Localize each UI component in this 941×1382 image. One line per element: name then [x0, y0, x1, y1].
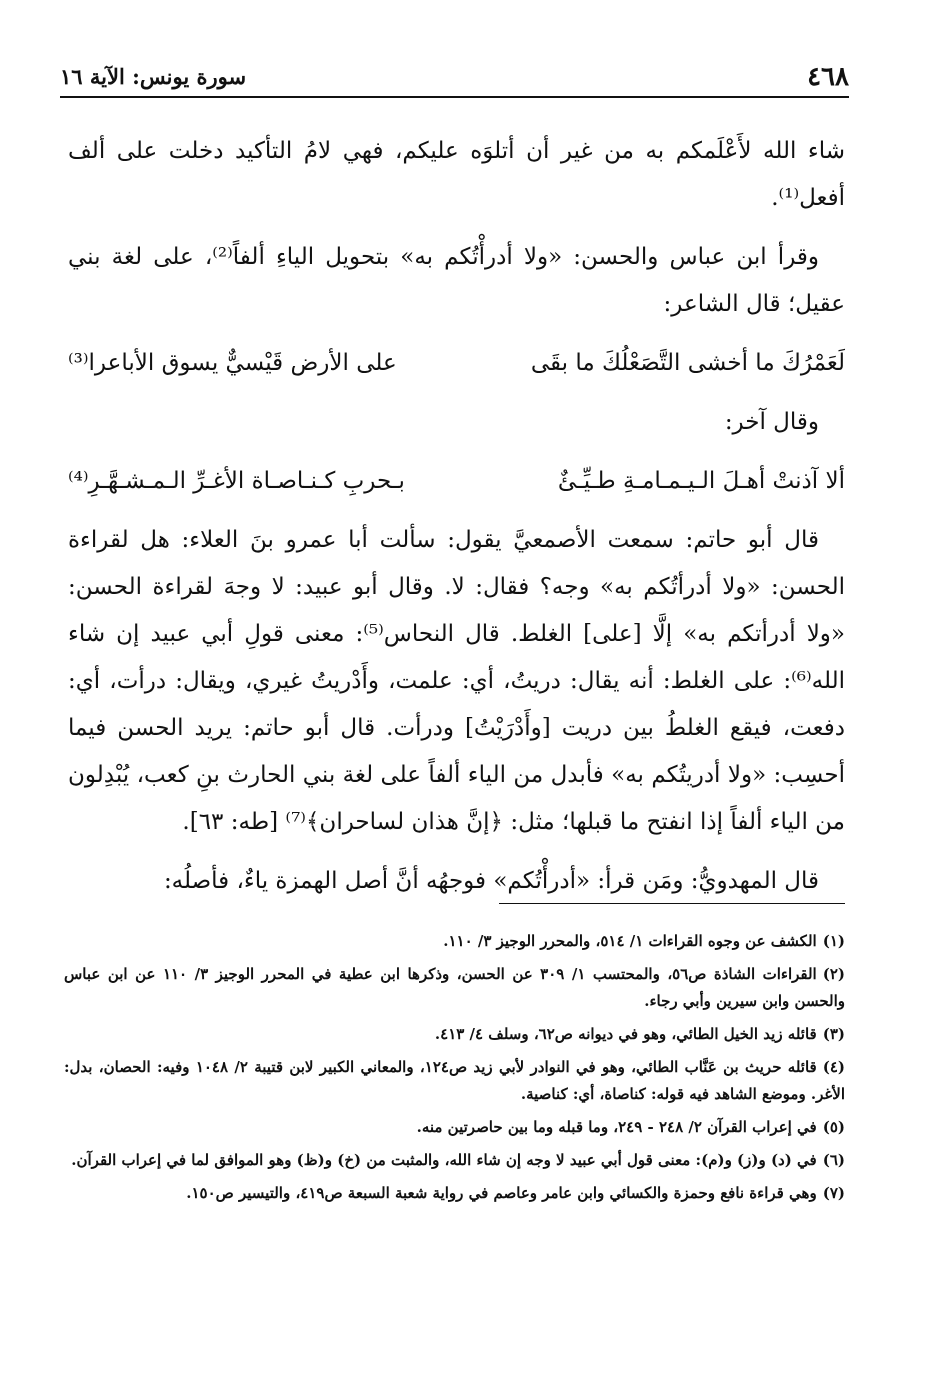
verse-2 — [68, 458, 845, 505]
footnote-number: (٥) — [822, 1118, 845, 1136]
paragraph-2: وقرأ ابن عباس والحسن: «ولا أدرأْتُكم به» بتحويل الياءِ ألفاً⁽²⁾، على لغة بني عقيل؛ قال الشاعر: — [68, 244, 845, 317]
paragraph-5: قال المهدويُّ: ومَن قرأ: «أدرأْتُكم» فوجهُه أنَّ أصل الهمزة ياءٌ، فأصلُه: — [163, 868, 819, 894]
footnote — [64, 1180, 845, 1207]
verse-1-first-hemistich: لَعَمْرُكَ ما أخشى التَّصَعْلُكَ ما بقَى — [530, 350, 845, 376]
footnote-number: (٣) — [822, 1025, 845, 1043]
footnote-text: قائله حريث بن عَنَّاب الطائي، وهو في النوادر لأبي زيد ص١٢٤، والمعاني الكبير لابن قتيبة ٢/ ١٠٤٨ وفيه: الحصان، بدل: الأغر. وموضع الشاهد فيه قوله: كناصاة، أي: كناصية. — [64, 1058, 845, 1103]
main-text — [68, 128, 845, 917]
verse-2-first-hemistich: ألا آذنتْ أهـلَ الـيـمـامـةِ طـيِّـئٌ — [557, 468, 845, 494]
footnote — [64, 1147, 845, 1174]
footnote — [64, 1054, 845, 1108]
page-number: ٤٦٨ — [807, 62, 849, 92]
footnote-text: الكشف عن وجوه القراءات ١/ ٥١٤، والمحرر الوجيز ٣/ ١١٠. — [443, 932, 817, 950]
footnote-separator — [499, 903, 845, 904]
footnote-number: (٤) — [822, 1058, 845, 1076]
paragraph-1: شاء الله لأَعْلَمكم به من غير أن أتلوَه عليكم، فهي لامُ التأكيد دخلت على ألف أفعل⁽¹⁾. — [68, 138, 845, 211]
footnote — [64, 1114, 845, 1141]
footnote — [64, 928, 845, 955]
footnotes — [64, 928, 845, 1213]
footnote-text: في إعراب القرآن ٢/ ٢٤٨ - ٢٤٩، وما قبله وما بين حاصرتين منه. — [416, 1118, 817, 1136]
footnote-text: قائله زيد الخيل الطائي، وهو في ديوانه ص٦٢، وسلف ٤/ ٤١٣. — [434, 1025, 817, 1043]
footnote-number: (٦) — [822, 1151, 845, 1169]
page-header — [60, 56, 849, 98]
surah-title: سورة يونس: الآية ١٦ — [60, 64, 247, 89]
paragraph-3: وقال آخر: — [724, 409, 819, 435]
verse-2-second-hemistich: بـحربِ كـنـاصـاة الأغـرِّ الـمـشـهَّـرِ⁽⁴⁾ — [68, 468, 405, 494]
footnote-text: القراءات الشاذة ص٥٦، والمحتسب ١/ ٣٠٩ عن الحسن، وذكرها ابن عطية في المحرر الوجيز ٣/ ١١٠ عن ابن عباس والحسن وابن سيرين وأبي رجاء. — [64, 965, 845, 1010]
footnote-number: (٢) — [822, 965, 846, 983]
footnote-number: (٧) — [822, 1184, 845, 1202]
footnote-text: في (د) و(ز) و(م): معنى قول أبي عبيد لا وجه إن شاء الله، والمثبت من (خ) و(ظ) وهو الموافق لما في إعراب القرآن. — [71, 1151, 817, 1169]
verse-1 — [68, 340, 845, 387]
footnote-text: وهي قراءة نافع وحمزة والكسائي وابن عامر وعاصم في رواية شعبة السبعة ص٤١٩، والتيسير ص١٥٠. — [186, 1184, 817, 1202]
verse-1-second-hemistich: على الأرض قَيْسيٌّ يسوق الأباعرا⁽³⁾ — [68, 350, 397, 376]
footnote-number: (١) — [822, 932, 845, 950]
footnote — [64, 961, 845, 1015]
footnote — [64, 1021, 845, 1048]
paragraph-4: قال أبو حاتم: سمعت الأصمعيَّ يقول: سألت أبا عمرو بنَ العلاء: هل لقراءة الحسن: «ولا أدرأتُكم به» وجه؟ فقال: لا. وقال أبو عبيد: لا وجهَ لقراءة الحسن: «ولا أدرأتكم به» إلَّا [على] الغلط. قال النحاس⁽⁵⁾: معنى قولِ أبي عبيد إن شاء الله⁽⁶⁾: على الغلط: أنه يقال: دريتُ، أي: علمت، وأَدْريتُ غيري، ويقال: درأت، أي: دفعت، فيقع الغلطُ بين دريت [وأَدْرَيْتُ] ودرأت. قال أبو حاتم: يريد الحسن فيما أحسِب: «ولا أدريتُكم به» فأبدل من الياء ألفاً على لغة بني الحارث بنِ كعب، يُبْدِلون من الياء ألفاً إذا انفتح ما قبلها؛ مثل: ﴿إنَّ هذان لساحران﴾⁽⁷⁾ [طه: ٦٣]. — [68, 527, 845, 835]
